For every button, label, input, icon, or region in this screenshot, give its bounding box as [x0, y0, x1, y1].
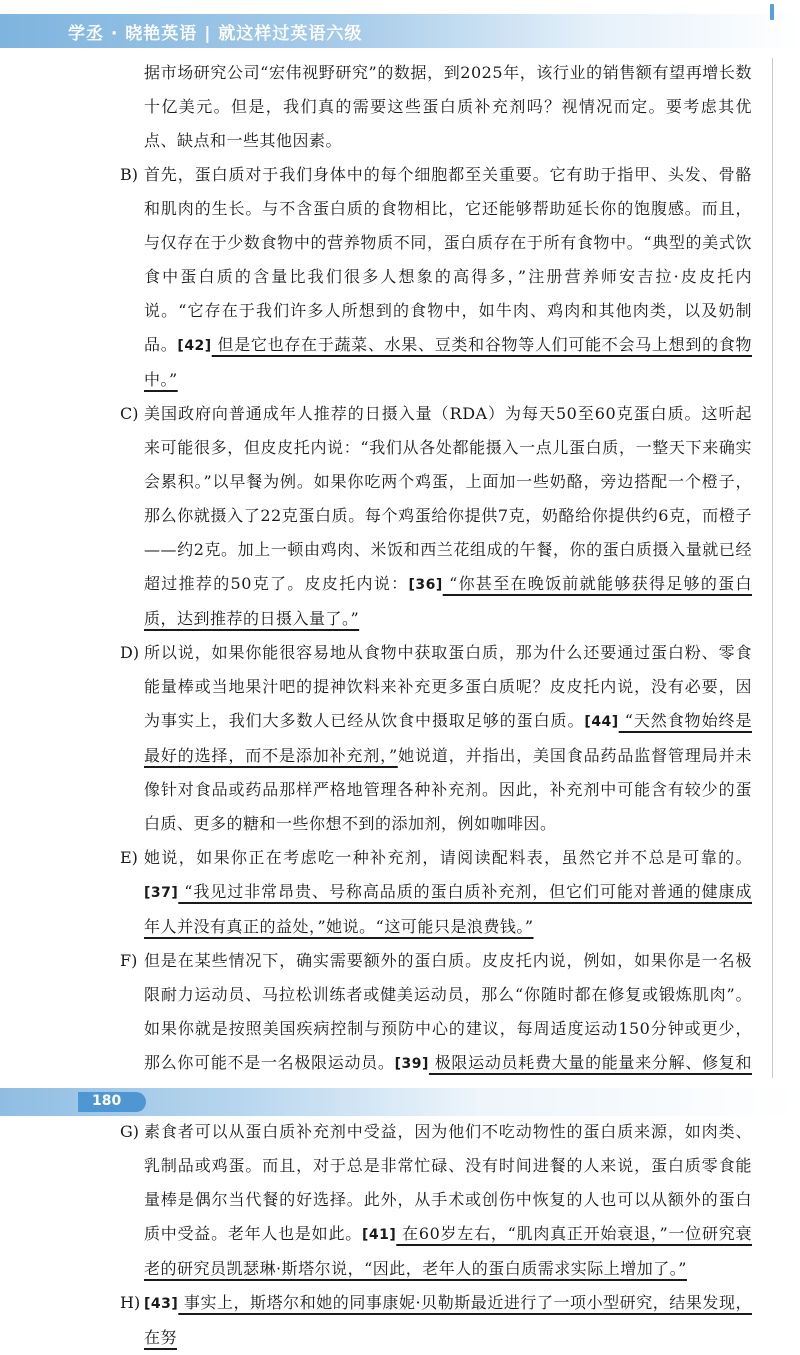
- paragraph-body: [144, 56, 752, 158]
- question-number: [42]: [177, 338, 212, 354]
- paragraph: [120, 158, 752, 397]
- page-number: 180: [92, 1093, 122, 1109]
- paragraph-label: B): [120, 165, 138, 184]
- underlined-answer-text: 事实上，斯塔尔和她的同事康妮·贝勒斯最近进行了一项小型研究，结果发现，在努: [144, 1293, 752, 1347]
- paragraph-body: [144, 636, 752, 841]
- paragraph-body: [144, 158, 752, 397]
- paragraph-body: [144, 841, 752, 944]
- underlined-answer-text: 但是它也存在于蔬菜、水果、豆类和谷物等人们可能不会马上想到的食物中。”: [144, 335, 752, 389]
- question-number: [44]: [584, 714, 619, 730]
- paragraph-label: F): [120, 951, 138, 970]
- paragraph-body: [144, 1286, 752, 1355]
- text-run: 据市场研究公司“宏伟视野研究”的数据，到2025年，该行业的销售额有望再增长数十亿美元。但是，我们真的需要这些蛋白质补充剂吗？视情况而定。要考虑其优点、缺点和一些其他因素。: [144, 63, 752, 150]
- paragraph: [120, 1286, 752, 1355]
- paragraph-label: C): [120, 404, 139, 423]
- underlined-answer-text: “天然食物始终是最好的选择，而不是添加补充剂，”: [144, 711, 752, 765]
- paragraph: [120, 56, 752, 158]
- paragraph: [120, 636, 752, 841]
- question-number: [41]: [362, 1227, 397, 1243]
- paragraph-label: H): [120, 1293, 141, 1312]
- text-run: 首先，蛋白质对于我们身体中的每个细胞都至关重要。它有助于指甲、头发、骨骼和肌肉的生长。与不含蛋白质的食物相比，它还能够帮助延长你的饱腹感。而且，与仅存在于少数食物中的营养物质不同，蛋白质存在于所有食物中。“典型的美式饮食中蛋白质的含量比我们很多人想象的高得多，”注册营养师安吉拉·皮皮托内说。“它存在于我们许多人所想到的食物中，如牛肉、鸡肉和其他肉类，以及奶制品。: [144, 165, 752, 354]
- question-number: [39]: [394, 1056, 429, 1072]
- paragraph-body: [144, 1115, 752, 1286]
- text-run: 但是在某些情况下，确实需要额外的蛋白质。皮皮托内说，例如，如果你是一名极限耐力运动员、马拉松训练者或健美运动员，那么“你随时都在修复或锻炼肌肉”。如果你就是按照美国疾病控制与预防中心的建议，每周适度运动150分钟或更少，那么你可能不是一名极限运动员。: [144, 951, 752, 1072]
- underlined-answer-text: “你甚至在晚饭前就能够获得足够的蛋白质，达到推荐的日摄入量了。”: [144, 574, 752, 628]
- paragraph-label: E): [120, 848, 138, 867]
- underlined-answer-text: 在60岁左右，“肌肉真正开始衰退，”一位研究衰老的研究员凯瑟琳·斯塔尔说，“因此，老年人的蛋白质需求实际上增加了。”: [144, 1224, 752, 1278]
- question-number: [36]: [408, 577, 443, 593]
- text-run: 美国政府向普通成年人推荐的日摄入量（RDA）为每天50至60克蛋白质。这听起来可能很多，但皮皮托内说：“我们从各处都能摄入一点儿蛋白质，一整天下来确实会累积。”以早餐为例。如果你吃两个鸡蛋，上面加一些奶酪，旁边搭配一个橙子，那么你就摄入了22克蛋白质。每个鸡蛋给你提供7克，奶酪给你提供约6克，而橙子——约2克。加上一顿由鸡肉、米饭和西兰花组成的午餐，你的蛋白质摄入量就已经超过推荐的50克了。皮皮托内说：: [144, 404, 752, 593]
- paragraph-label: D): [120, 643, 140, 662]
- page-edge-mark: [770, 4, 774, 20]
- paragraph-body: [144, 397, 752, 636]
- right-margin-rule: [772, 58, 773, 1078]
- paragraph: [120, 397, 752, 636]
- text-run: 她说，如果你正在考虑吃一种补充剂，请阅读配料表，虽然它并不总是可靠的。: [144, 848, 752, 867]
- underlined-answer-text: “我见过非常昂贵、号称高品质的蛋白质补充剂，但它们可能对普通的健康成年人并没有真正的益处，”她说。“这可能只是浪费钱。”: [144, 882, 752, 936]
- question-number: [37]: [144, 885, 179, 901]
- paragraph: [120, 841, 752, 944]
- passage-text: [120, 56, 752, 1355]
- text-run: 所以说，如果你能很容易地从食物中获取蛋白质，那为什么还要通过蛋白粉、零食能量棒或当地果汁吧的提神饮料来补充更多蛋白质呢？皮皮托内说，没有必要，因为事实上，我们大多数人已经从饮食中摄取足够的蛋白质。: [144, 643, 752, 730]
- book-title: 学丞 · 晓艳英语 | 就这样过英语六级: [68, 24, 363, 44]
- underlined-answer-text: 极限运动员耗费大量的能量来分解、修复和: [434, 1053, 752, 1072]
- text-run: 她说道，并指出，美国食品药品监督管理局并未像针对食品或药品那样严格地管理各种补充剂。因此，补充剂中可能含有较少的蛋白质、更多的糖和一些你想不到的添加剂，例如咖啡因。: [144, 746, 752, 833]
- paragraph: [120, 1115, 752, 1286]
- paragraph-label: G): [120, 1122, 140, 1141]
- text-run: 素食者可以从蛋白质补充剂中受益，因为他们不吃动物性的蛋白质来源，如肉类、乳制品或鸡蛋。而且，对于总是非常忙碌、没有时间进餐的人来说，蛋白质零食能量棒是偶尔当代餐的好选择。此外，从手术或创伤中恢复的人也可以从额外的蛋白质中受益。老年人也是如此。: [144, 1122, 752, 1243]
- question-number: [43]: [144, 1296, 179, 1312]
